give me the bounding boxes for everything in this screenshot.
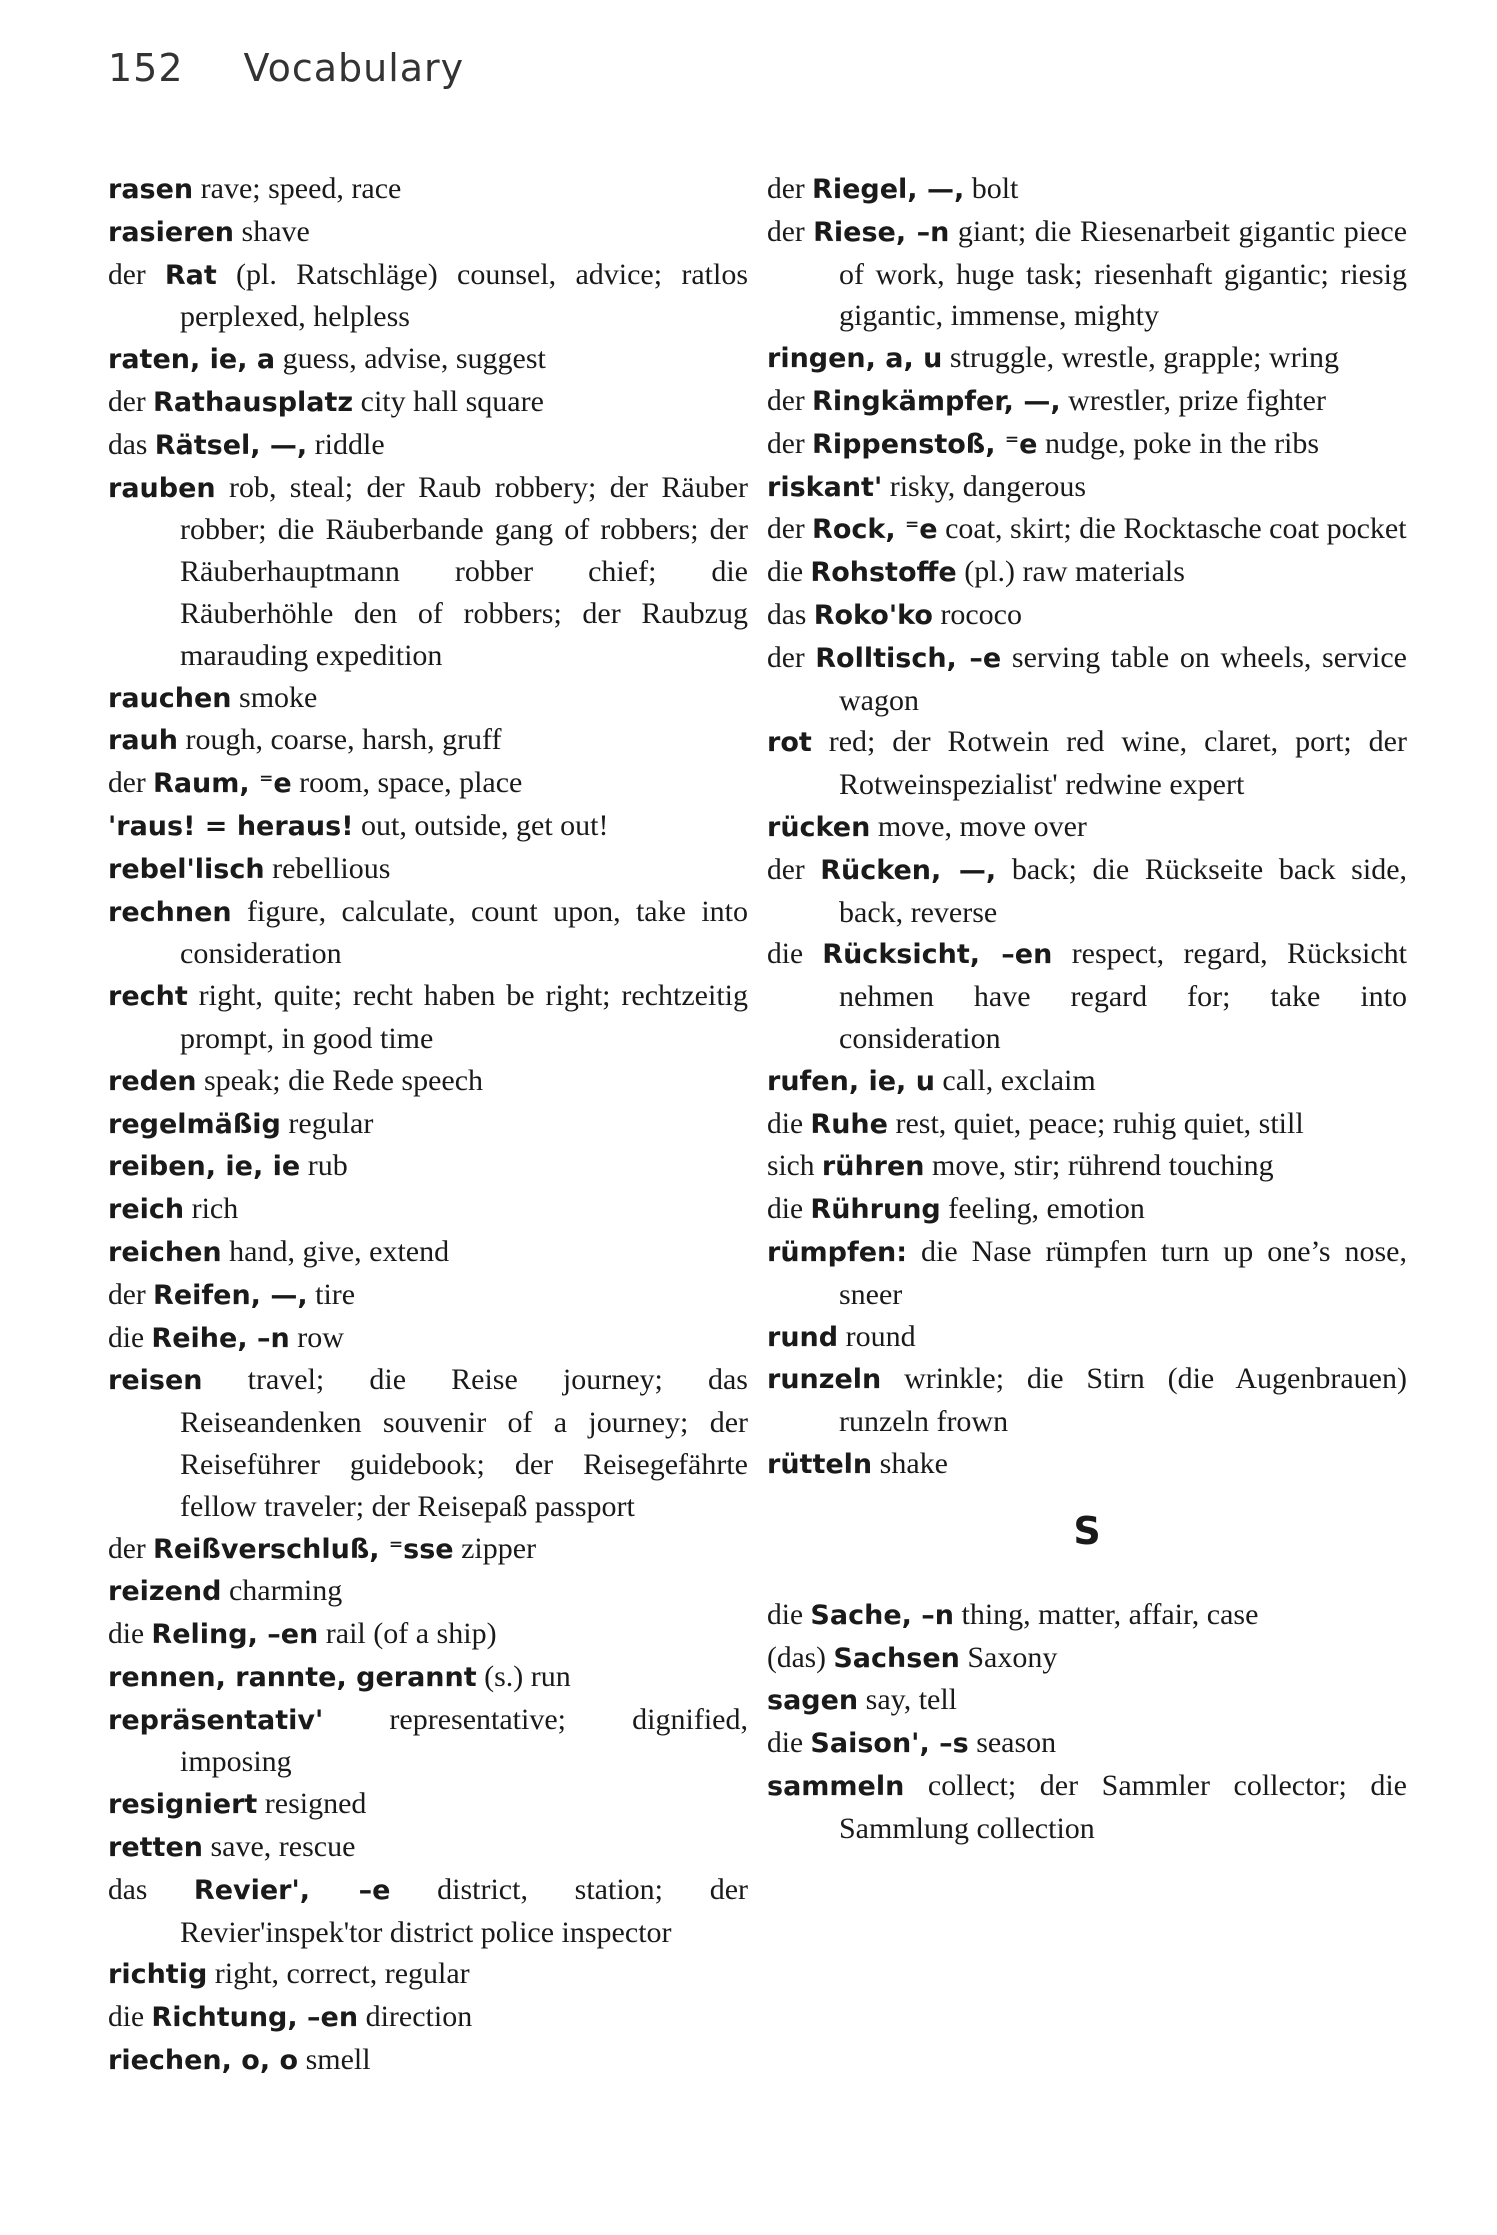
dictionary-entry (108, 975, 748, 1060)
dictionary-entry (767, 551, 1407, 594)
dictionary-entry (108, 1103, 748, 1146)
dictionary-entry (767, 211, 1407, 337)
entry-gloss: struggle, wrestle, grapple; wring (942, 341, 1339, 375)
dictionary-entry (767, 849, 1407, 934)
entry-gloss: right, quite; recht haben be right; rechtzeitig prompt, in good time (180, 979, 748, 1055)
entry-article: sich (767, 1150, 822, 1183)
dictionary-entry (108, 677, 748, 720)
dictionary-entry (108, 211, 748, 254)
entry-headword: richtig (108, 1959, 208, 1991)
entry-gloss: save, rescue (202, 1830, 356, 1864)
entry-headword: Rock, ⁼e (812, 514, 938, 546)
entry-headword: rasieren (108, 216, 235, 248)
entry-gloss: district, station; der Revier'inspek'tor district police inspector (180, 1872, 748, 1949)
entry-headword: Riegel, —, (812, 174, 965, 205)
entry-article: das (108, 1873, 194, 1906)
entry-headword: runzeln (767, 1364, 882, 1396)
dictionary-entry (767, 168, 1407, 211)
entry-headword: Reihe, –n (151, 1322, 290, 1354)
dictionary-entry (108, 1953, 748, 1996)
dictionary-entry (767, 380, 1407, 423)
entry-article: der (108, 1278, 154, 1311)
dictionary-entry (767, 1316, 1407, 1359)
right-column (767, 168, 1407, 1849)
entry-article: die (767, 1193, 811, 1226)
dictionary-entry (108, 1145, 748, 1188)
entry-gloss: call, exclaim (934, 1063, 1096, 1097)
entry-headword: rauh (108, 725, 178, 757)
dictionary-entry (767, 1722, 1407, 1765)
entry-gloss: Saxony (959, 1640, 1058, 1674)
dictionary-entry (767, 1765, 1407, 1850)
entry-headword: rauben (108, 472, 216, 504)
entry-headword: riechen, o, o (108, 2045, 299, 2077)
dictionary-entry (108, 168, 748, 211)
dictionary-entry (108, 1188, 748, 1231)
dictionary-entry (108, 1869, 748, 1954)
entry-gloss: rob, steal; der Raub robbery; der Räuber robber; die Räuberbande gang of robbers; der Räuberhauptmann robber chief; die Räuberhöhle den of robbers; der Raubzug marauding expedition (180, 470, 748, 672)
dictionary-entry (108, 1317, 748, 1360)
entry-gloss: say, tell (858, 1683, 958, 1717)
dictionary-entry (767, 1679, 1407, 1722)
dictionary-entry (108, 2039, 748, 2082)
entry-headword: rütteln (767, 1448, 873, 1480)
entry-article: die (767, 938, 823, 971)
dictionary-entry (108, 805, 748, 848)
entry-headword: Rathausplatz (153, 386, 354, 418)
entry-gloss: smell (298, 2043, 371, 2077)
entry-headword: rennen, rannte, gerannt (108, 1661, 477, 1693)
dictionary-entry (108, 1274, 748, 1317)
entry-article: der (767, 641, 816, 674)
dictionary-entry (108, 891, 748, 976)
dictionary-entry (108, 1699, 748, 1784)
entry-headword: Reling, –en (151, 1619, 319, 1651)
dictionary-entry (767, 1060, 1407, 1103)
entry-gloss: coat, skirt; die Rocktasche coat pocket (937, 512, 1407, 546)
dictionary-entry (108, 1613, 748, 1656)
dictionary-entry (108, 1826, 748, 1869)
entry-headword: sagen (767, 1685, 859, 1717)
entry-gloss: wrestler, prize fighter (1060, 383, 1326, 417)
entry-headword: recht (108, 981, 188, 1013)
entry-gloss: out, outside, get out! (353, 808, 609, 842)
dictionary-entry (767, 1594, 1407, 1637)
entry-gloss: city hall square (353, 384, 544, 418)
entry-gloss: wrinkle; die Stirn (die Augenbrauen) runzeln frown (839, 1362, 1407, 1439)
entry-headword: 'raus! = heraus! (108, 810, 354, 842)
entry-article: der (108, 258, 165, 291)
entry-article: die (767, 1727, 811, 1760)
dictionary-entry (767, 1103, 1407, 1146)
entry-headword: reisen (108, 1365, 203, 1397)
entry-article: das (108, 428, 155, 461)
entry-gloss: zipper (453, 1531, 537, 1565)
dictionary-entry (108, 467, 748, 677)
entry-gloss: rebellious (264, 851, 391, 885)
entry-headword: reichen (108, 1236, 222, 1268)
entry-gloss: room, space, place (291, 766, 523, 800)
entry-gloss: rich (184, 1192, 239, 1226)
entry-gloss: season (968, 1726, 1057, 1760)
entry-gloss: right, correct, regular (207, 1957, 470, 1991)
entry-article: der (767, 853, 821, 886)
dictionary-entry (767, 1637, 1407, 1680)
entry-headword: rechnen (108, 896, 232, 928)
dictionary-entry (108, 1996, 748, 2039)
dictionary-entry (108, 1570, 748, 1613)
entry-gloss: riddle (307, 427, 385, 461)
dictionary-entry (108, 1359, 748, 1527)
entry-headword: reich (108, 1194, 185, 1226)
entry-headword: Rat (164, 259, 217, 291)
entry-gloss: charming (221, 1574, 343, 1608)
dictionary-entry (767, 1443, 1407, 1486)
dictionary-entry (108, 1656, 748, 1699)
entry-headword: Rolltisch, –e (815, 642, 1002, 674)
entry-article: die (767, 1107, 811, 1140)
entry-headword: rund (767, 1321, 839, 1353)
dictionary-entry (767, 721, 1407, 806)
entry-gloss: round (838, 1319, 916, 1353)
entry-gloss: rococo (932, 597, 1022, 631)
entry-gloss: regular (280, 1106, 374, 1140)
entry-headword: Rücken, —, (820, 854, 997, 886)
entry-headword: reiben, ie, ie (108, 1151, 301, 1183)
entry-gloss: rave; speed, race (193, 172, 402, 205)
dictionary-entry (767, 806, 1407, 849)
entry-gloss: shake (872, 1446, 948, 1480)
entry-headword: rebel'lisch (108, 853, 265, 885)
entry-headword: rufen, ie, u (767, 1065, 935, 1097)
entry-headword: sammeln (767, 1770, 905, 1802)
dictionary-entry (767, 1188, 1407, 1231)
entry-headword: Riese, –n (813, 216, 950, 248)
entry-headword: rücken (767, 811, 871, 843)
entry-gloss: speak; die Rede speech (196, 1063, 484, 1097)
page-header (108, 46, 464, 106)
dictionary-entry (108, 1528, 748, 1571)
dictionary-entry (108, 381, 748, 424)
entry-gloss: move, stir; rührend touching (924, 1149, 1274, 1183)
entry-article: der (108, 385, 154, 418)
dictionary-entry (767, 1231, 1407, 1316)
right-column-r-entries (767, 168, 1407, 1486)
entry-gloss: rub (300, 1149, 348, 1183)
entry-gloss: die Nase rümpfen turn up one’s nose, sneer (839, 1234, 1407, 1311)
entry-headword: rümpfen: (767, 1236, 908, 1268)
page-title: Vocabulary (243, 46, 465, 90)
entry-headword: ringen, a, u (767, 343, 943, 375)
entry-gloss: figure, calculate, count upon, take into consideration (180, 894, 748, 971)
dictionary-entry (108, 1231, 748, 1274)
entry-article: der (108, 1532, 154, 1565)
entry-article: der (108, 767, 154, 800)
dictionary-entry (108, 762, 748, 805)
entry-headword: reden (108, 1065, 197, 1097)
entry-headword: retten (108, 1832, 203, 1864)
dictionary-entry (767, 637, 1407, 722)
dictionary-entry (767, 508, 1407, 551)
entry-headword: rauchen (108, 682, 232, 714)
entry-gloss: tire (307, 1277, 356, 1311)
entry-headword: Rohstoffe (810, 557, 957, 589)
entry-gloss: (s.) run (476, 1659, 571, 1693)
entry-headword: repräsentativ' (108, 1704, 324, 1736)
entry-gloss: shave (234, 214, 310, 248)
entry-gloss: (pl.) raw materials (956, 555, 1185, 589)
entry-article: der (767, 215, 814, 248)
entry-article: der (767, 427, 813, 460)
entry-article: die (767, 1598, 811, 1631)
entry-headword: raten, ie, a (108, 344, 276, 376)
entry-gloss: thing, matter, affair, case (954, 1597, 1259, 1631)
dictionary-entry (767, 423, 1407, 466)
entry-gloss: red; der Rotwein red wine, claret, port; der Rotweinspezialist' redwine expert (811, 725, 1407, 802)
entry-gloss: resigned (257, 1787, 367, 1821)
entry-gloss: rail (of a ship) (318, 1617, 497, 1651)
entry-headword: Roko'ko (813, 599, 933, 631)
entry-gloss: rest, quiet, peace; ruhig quiet, still (887, 1106, 1304, 1140)
entry-headword: riskant' (767, 471, 883, 503)
entry-headword: Rücksicht, –en (822, 939, 1053, 971)
entry-article: die (108, 1321, 152, 1354)
entry-gloss: feeling, emotion (940, 1192, 1145, 1226)
entry-gloss: (pl. Ratschläge) counsel, advice; ratlos perplexed, helpless (180, 257, 748, 334)
entry-article: der (767, 513, 813, 546)
entry-headword: resigniert (108, 1789, 258, 1821)
entry-gloss: serving table on wheels, service wagon (839, 640, 1407, 717)
entry-gloss: nudge, poke in the ribs (1037, 426, 1320, 460)
entry-gloss: back; die Rückseite back side, back, reverse (839, 852, 1408, 929)
entry-gloss: collect; der Sammler collector; die Sammlung collection (839, 1768, 1407, 1845)
entry-headword: Rührung (810, 1194, 941, 1226)
dictionary-entry (108, 338, 748, 381)
dictionary-entry (767, 1145, 1407, 1188)
entry-headword: rot (767, 727, 812, 759)
entry-gloss: smoke (231, 680, 318, 714)
entry-headword: reizend (108, 1576, 222, 1608)
section-letter: S (1073, 1508, 1101, 1553)
dictionary-entry (108, 424, 748, 467)
entry-headword: Ringkämpfer, —, (812, 385, 1061, 417)
right-column-s-entries (767, 1594, 1407, 1850)
entry-gloss: rough, coarse, harsh, gruff (177, 723, 502, 757)
entry-gloss: travel; die Reise journey; das Reiseandenken souvenir of a journey; der Reiseführer guidebook; der Reisegefährte fellow traveler; der Reisepaß passport (180, 1363, 748, 1523)
dictionary-entry (108, 1060, 748, 1103)
dictionary-entry (767, 466, 1407, 509)
entry-headword: Ruhe (810, 1108, 888, 1140)
dictionary-entry (108, 254, 748, 339)
entry-headword: Richtung, –en (151, 2002, 359, 2034)
entry-gloss: risky, dangerous (882, 469, 1087, 503)
dictionary-entry (767, 933, 1407, 1059)
dictionary-entry (108, 719, 748, 762)
dictionary-entry (767, 594, 1407, 637)
entry-article: der (767, 384, 813, 417)
entry-article: der (767, 173, 813, 205)
left-column (108, 168, 748, 2082)
entry-article: (das) (767, 1641, 834, 1674)
entry-headword: Rippenstoß, ⁼e (812, 428, 1038, 460)
entry-gloss: respect, regard, Rücksicht nehmen have regard for; take into consideration (839, 937, 1407, 1055)
entry-gloss: direction (358, 2000, 473, 2034)
entry-headword: Rätsel, —, (154, 429, 308, 461)
entry-article: die (767, 556, 811, 589)
entry-headword: Sachsen (833, 1642, 960, 1674)
dictionary-entry (767, 1358, 1407, 1443)
entry-gloss: hand, give, extend (221, 1234, 450, 1268)
entry-headword: Sache, –n (810, 1599, 955, 1631)
entry-headword: Reißverschluß, ⁼sse (153, 1533, 454, 1565)
dictionary-entry (108, 1783, 748, 1826)
entry-headword: Revier', –e (193, 1874, 391, 1906)
entry-headword: rasen (108, 174, 194, 205)
entry-gloss: bolt (964, 172, 1019, 205)
entry-gloss: giant; die Riesenarbeit gigantic piece of work, huge task; riesenhaft gigantic; riesig gigantic, immense, mighty (839, 214, 1408, 333)
entry-article: die (108, 2001, 152, 2034)
entry-headword: regelmäßig (108, 1108, 281, 1140)
entry-gloss: guess, advise, suggest (275, 342, 546, 376)
dictionary-entry (767, 337, 1407, 380)
dictionary-entry (108, 848, 748, 891)
entry-article: das (767, 598, 814, 631)
entry-gloss: move, move over (870, 809, 1087, 843)
entry-headword: Saison', –s (810, 1728, 969, 1760)
entry-headword: Raum, ⁼e (153, 768, 292, 800)
entry-headword: rühren (821, 1151, 925, 1183)
page-number: 152 (108, 46, 184, 90)
entry-article: die (108, 1618, 152, 1651)
entry-gloss: representative; dignified, imposing (180, 1702, 748, 1779)
entry-headword: Reifen, —, (153, 1279, 308, 1311)
entry-gloss: row (289, 1320, 344, 1354)
